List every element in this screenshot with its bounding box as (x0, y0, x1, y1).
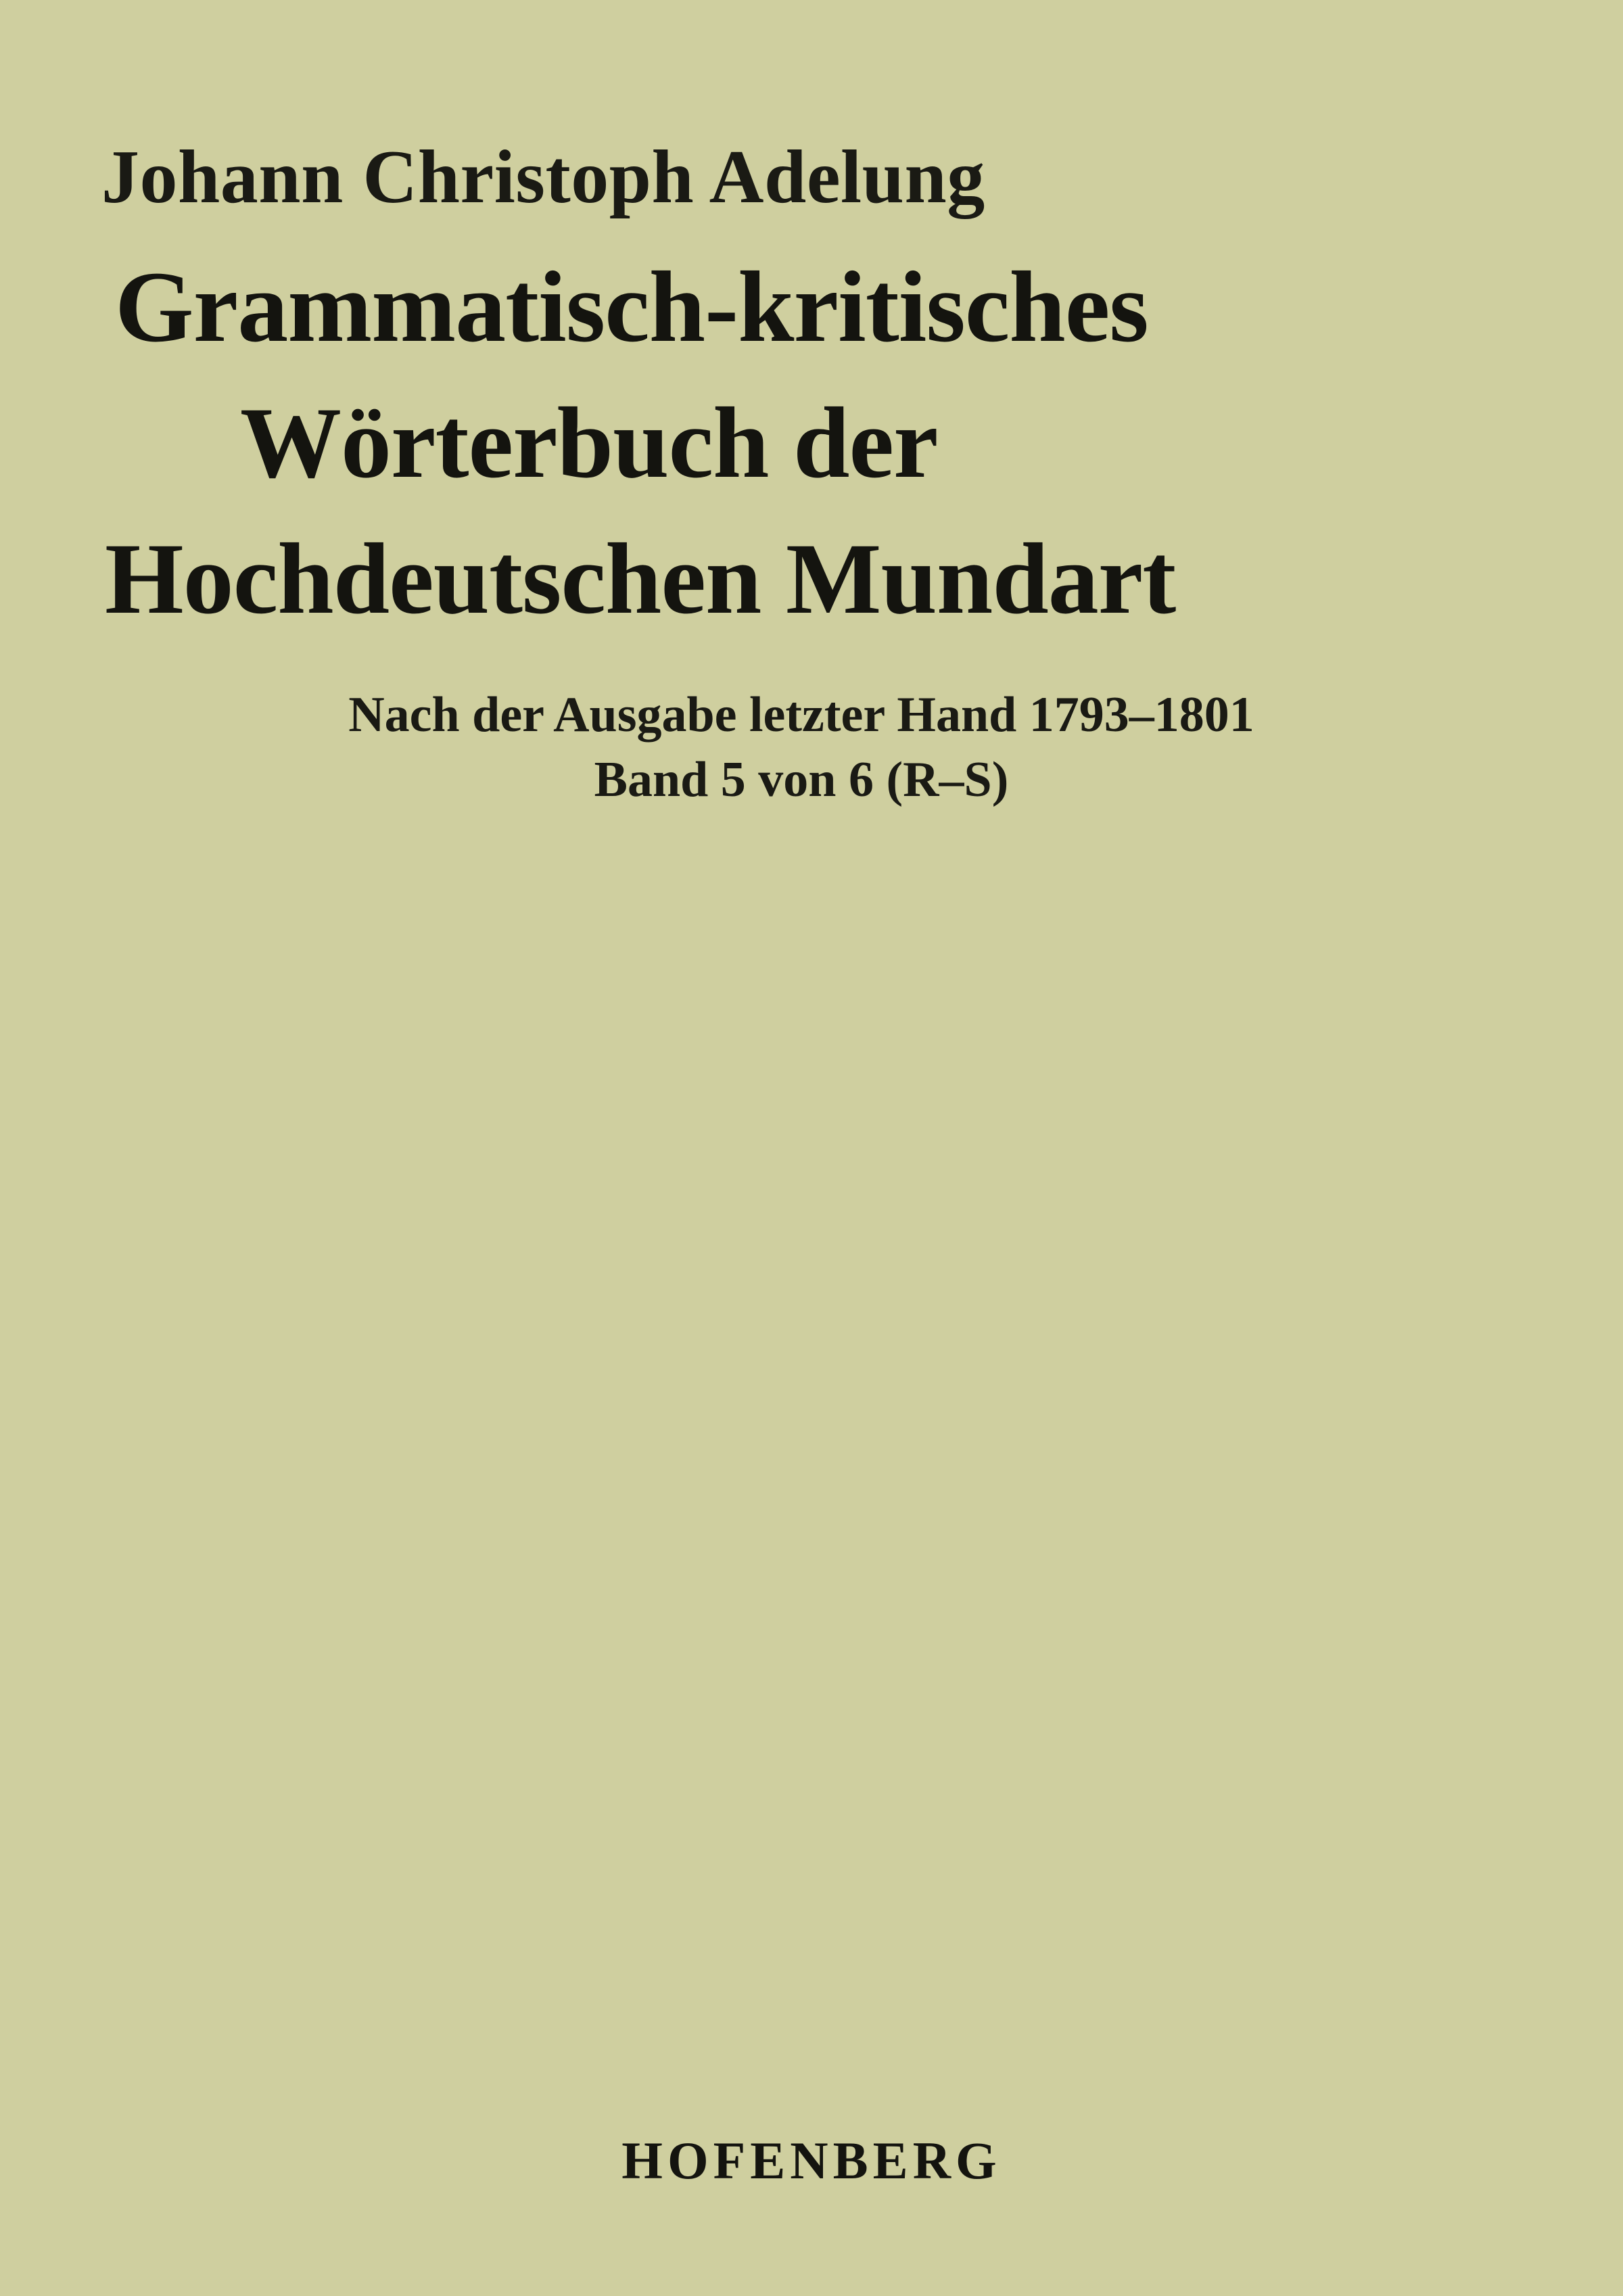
title-line-3: Hochdeutschen Mundart (105, 522, 1176, 635)
title-line-2: Wörterbuch der (240, 386, 938, 499)
book-title (101, 239, 1522, 647)
subtitle-line-volume: Band 5 von 6 (R–S) (594, 751, 1009, 807)
publisher-name: HOFENBERG (621, 2131, 1002, 2190)
author-name: Johann Christoph Adelung (101, 135, 985, 219)
cover-text-block (0, 128, 1623, 812)
title-line-1: Grammatisch-kritisches (115, 250, 1148, 363)
subtitle-line-edition: Nach der Ausgabe letzter Hand 1793–1801 (348, 686, 1254, 743)
book-subtitle (101, 682, 1522, 812)
